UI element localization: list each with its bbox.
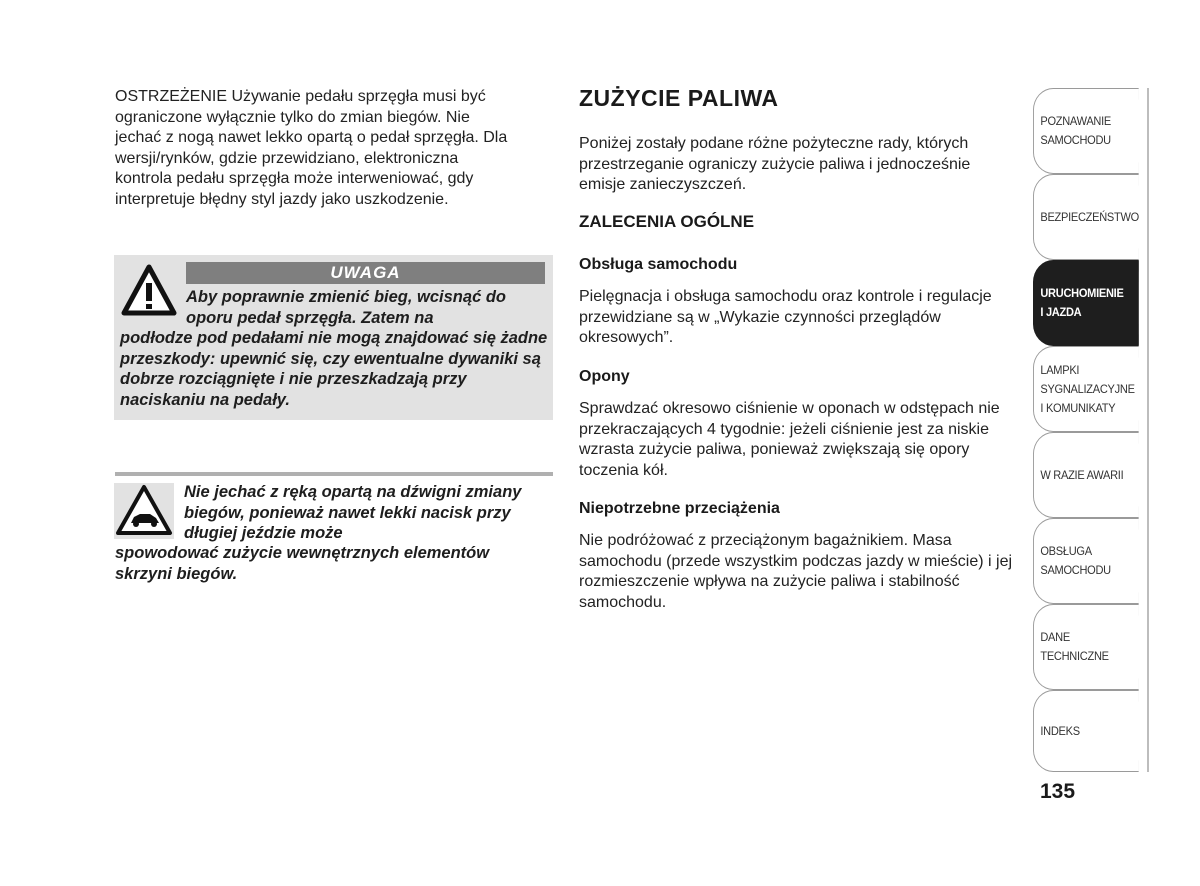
tab-lampki-sygnalizacyjne[interactable]: LAMPKI SYGNALIZACYJNE I KOMUNIKATY [1033,346,1139,432]
subsection-heading: Obsługa samochodu [579,256,738,273]
tab-uruchomienie-i-jazda[interactable]: URUCHOMIENIE I JAZDA [1033,260,1139,346]
subsection-heading: Opony [579,368,630,385]
tab-w-razie-awarii[interactable]: W RAZIE AWARII [1033,432,1139,518]
section-divider [115,472,553,476]
tab-dane-techniczne[interactable]: DANE TECHNICZNE [1033,604,1139,690]
warning-text-part2: podłodze pod pedałami nie mogą znajdować się żadne przeszkody: upewnić się, czy ewentualne dywaniki są dobrze rozciągnięte i nie przeszkadzają przy naciskaniu na pedały. [120,329,548,409]
fuel-intro-paragraph: Poniżej zostały podane różne pożyteczne rady, których przestrzeganie ograniczy zużycie paliwa i jednocześnie emisje zanieczyszczeń. [579,135,971,193]
page-title: ZUŻYCIE PALIWA [579,85,779,111]
car-warning-icon [114,483,174,539]
tab-edge-line [1147,88,1149,772]
page-number: 135 [1040,780,1076,803]
intro-warning-paragraph: OSTRZEŻENIE Używanie pedału sprzęgła musi być ograniczone wyłącznie tylko do zmian biegów. Nie jechać z nogą nawet lekko opartą o pedał sprzęgła. Dla wersji/rynków, gdzie przewidziano, elektroniczna kontrola pedału sprzęgła może interweniować, gdy interpretuje błędny styl jazdy jako uszkodzenie. [115,88,508,208]
tab-bezpieczenstwo[interactable]: BEZPIECZEŃSTWO [1033,174,1139,260]
subsection-heading: Niepotrzebne przeciążenia [579,500,780,517]
tab-obsluga-samochodu[interactable]: OBSŁUGA SAMOCHODU [1033,518,1139,604]
caution-text-part2: spowodować zużycie wewnętrznych elementów skrzyni biegów. [115,544,490,583]
caution-text-part1: Nie jechać z ręką opartą na dźwigni zmiany biegów, ponieważ nawet lekki nacisk przy długiej jeździe może [184,483,522,542]
tab-indeks[interactable]: INDEKS [1033,690,1139,772]
warning-heading: UWAGA [186,262,545,284]
warning-triangle-icon [119,261,179,321]
section-title: ZALECENIA OGÓLNE [579,212,755,231]
subsection-text: Pielęgnacja i obsługa samochodu oraz kontrole i regulacje przewidziane są w „Wykazie czynności przeglądów okresowych”. [579,288,992,346]
subsection-text: Nie podróżować z przeciążonym bagażnikiem. Masa samochodu (przede wszystkim podczas jazdy w mieście) i jej rozmieszczenie wpływa na zużycie paliwa i stabilność samochodu. [579,532,1013,611]
tab-poznawanie-samochodu[interactable]: POZNAWANIE SAMOCHODU [1033,88,1139,174]
subsection-text: Sprawdzać okresowo ciśnienie w oponach w odstępach nie przekraczających 4 tygodnie: jeżeli ciśnienie jest za niskie wzrasta zużycie paliwa, ponieważ zwiększają się opory toczenia kół. [579,400,1000,479]
warning-text-part1: Aby poprawnie zmienić bieg, wcisnąć do oporu pedał sprzęgła. Zatem na [186,288,506,327]
